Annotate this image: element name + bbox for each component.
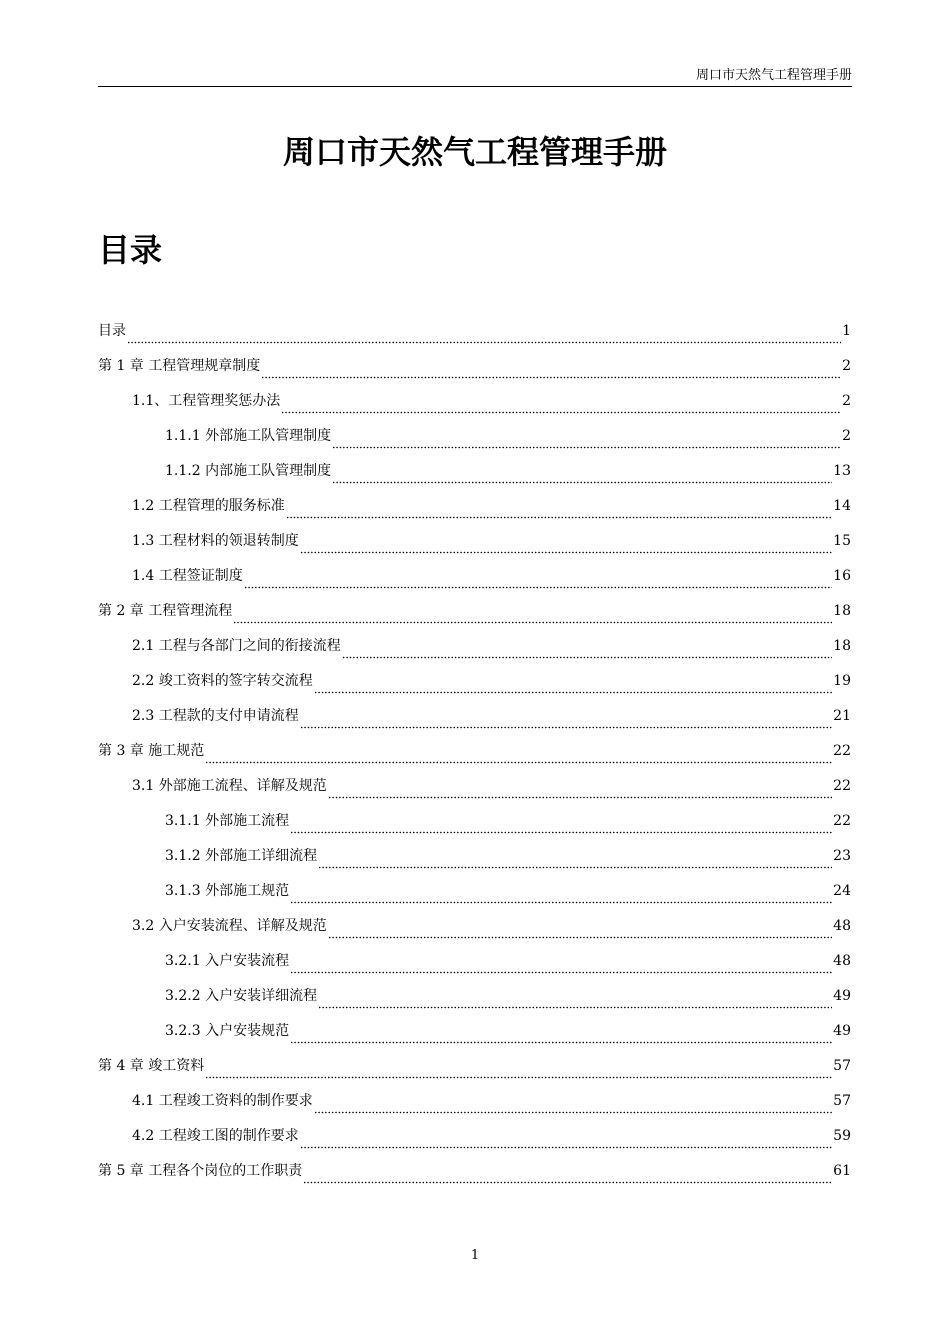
toc-dot-leader (290, 1024, 832, 1044)
toc-entry-page-number: 22 (833, 813, 851, 829)
toc-entry-page-number: 2 (842, 393, 851, 409)
toc-entry-page-number: 57 (833, 1058, 851, 1074)
toc-entry[interactable] (98, 353, 851, 388)
toc-dot-leader (281, 394, 841, 414)
toc-dot-leader (303, 1164, 832, 1184)
toc-entry-title: 3.2.2 入户安装详细流程 (165, 988, 318, 1004)
toc-entry-title: 1.1.2 内部施工队管理制度 (165, 463, 332, 479)
toc-dot-leader (286, 499, 832, 519)
toc-entry-title: 3.1.2 外部施工详细流程 (165, 848, 318, 864)
toc-entry[interactable] (98, 528, 851, 563)
toc-entry-title: 3.1.3 外部施工规范 (165, 883, 290, 899)
toc-entry-title: 第 2 章 工程管理流程 (98, 603, 233, 619)
toc-entry-title: 2.1 工程与各部门之间的衔接流程 (132, 638, 341, 654)
toc-entry[interactable] (98, 703, 851, 738)
toc-entry[interactable] (98, 808, 851, 843)
toc-dot-leader (300, 709, 832, 729)
toc-entry[interactable] (98, 598, 851, 633)
toc-entry[interactable] (98, 1158, 851, 1193)
toc-dot-leader (233, 604, 832, 624)
toc-entry-page-number: 13 (833, 463, 851, 479)
toc-entry-page-number: 49 (833, 988, 851, 1004)
toc-dot-leader (290, 954, 832, 974)
toc-entry-title: 3.2 入户安装流程、详解及规范 (132, 918, 327, 934)
toc-entry[interactable] (98, 913, 851, 948)
toc-dot-leader (300, 534, 832, 554)
toc-entry-title: 1.4 工程签证制度 (132, 568, 243, 584)
toc-entry-title: 4.2 工程竣工图的制作要求 (132, 1128, 299, 1144)
toc-entry-title: 第 4 章 竣工资料 (98, 1058, 205, 1074)
toc-entry-page-number: 24 (833, 883, 851, 899)
toc-entry[interactable] (98, 1123, 851, 1158)
toc-entry-title: 4.1 工程竣工资料的制作要求 (132, 1093, 313, 1109)
toc-entry[interactable] (98, 423, 851, 458)
toc-entry[interactable] (98, 633, 851, 668)
document-title: 周口市天然气工程管理手册 (282, 133, 667, 171)
toc-entry[interactable] (98, 843, 851, 878)
toc-entry[interactable] (98, 948, 851, 983)
toc-entry[interactable] (98, 318, 851, 353)
toc-entry-page-number: 18 (833, 638, 851, 654)
toc-entry[interactable] (98, 563, 851, 598)
toc-entry[interactable] (98, 458, 851, 493)
toc-entry-page-number: 22 (833, 743, 851, 759)
toc-entry-title: 1.2 工程管理的服务标准 (132, 498, 285, 514)
toc-entry[interactable] (98, 983, 851, 1018)
toc-dot-leader (342, 639, 832, 659)
toc-dot-leader (244, 569, 832, 589)
toc-entry-title: 2.2 竣工资料的签字转交流程 (132, 673, 313, 689)
toc-dot-leader (332, 464, 832, 484)
toc-dot-leader (205, 744, 832, 764)
toc-entry-title: 目录 (98, 323, 126, 339)
toc-entry-page-number: 14 (833, 498, 851, 514)
table-of-contents (98, 318, 851, 1193)
toc-dot-leader (290, 814, 832, 834)
toc-entry-title: 1.3 工程材料的领退转制度 (132, 533, 299, 549)
toc-entry-page-number: 48 (833, 918, 851, 934)
toc-dot-leader (328, 919, 832, 939)
toc-entry[interactable] (98, 738, 851, 773)
toc-dot-leader (205, 1059, 832, 1079)
toc-dot-leader (318, 989, 832, 1009)
toc-entry-page-number: 2 (842, 358, 851, 374)
toc-entry-title: 第 1 章 工程管理规章制度 (98, 358, 261, 374)
toc-entry-page-number: 49 (833, 1023, 851, 1039)
toc-entry[interactable] (98, 1053, 851, 1088)
toc-entry-title: 3.1 外部施工流程、详解及规范 (132, 778, 327, 794)
toc-entry-page-number: 59 (833, 1128, 851, 1144)
toc-dot-leader (127, 324, 841, 344)
toc-entry-page-number: 19 (833, 673, 851, 689)
toc-entry-title: 第 3 章 施工规范 (98, 743, 205, 759)
toc-dot-leader (290, 884, 832, 904)
toc-entry-page-number: 15 (833, 533, 851, 549)
toc-dot-leader (328, 779, 832, 799)
toc-entry[interactable] (98, 493, 851, 528)
toc-entry-page-number: 16 (833, 568, 851, 584)
toc-entry[interactable] (98, 1088, 851, 1123)
toc-entry[interactable] (98, 388, 851, 423)
toc-entry-title: 1.1.1 外部施工队管理制度 (165, 428, 332, 444)
toc-entry-title: 3.1.1 外部施工流程 (165, 813, 290, 829)
toc-entry-page-number: 22 (833, 778, 851, 794)
header-text: 周口市天然气工程管理手册 (695, 68, 852, 83)
toc-entry[interactable] (98, 773, 851, 808)
toc-dot-leader (318, 849, 832, 869)
toc-entry-page-number: 48 (833, 953, 851, 969)
toc-dot-leader (261, 359, 841, 379)
page-number: 1 (470, 1248, 480, 1263)
toc-entry-title: 3.2.1 入户安装流程 (165, 953, 290, 969)
toc-entry-page-number: 57 (833, 1093, 851, 1109)
toc-entry[interactable] (98, 1018, 851, 1053)
toc-dot-leader (300, 1129, 832, 1149)
toc-entry-page-number: 1 (842, 323, 851, 339)
page-header (98, 60, 852, 87)
toc-entry-page-number: 23 (833, 848, 851, 864)
toc-dot-leader (314, 674, 832, 694)
toc-entry[interactable] (98, 878, 851, 913)
toc-entry[interactable] (98, 668, 851, 703)
toc-entry-page-number: 21 (833, 708, 851, 724)
toc-dot-leader (314, 1094, 832, 1114)
toc-entry-title: 2.3 工程款的支付申请流程 (132, 708, 299, 724)
toc-dot-leader (332, 429, 841, 449)
toc-entry-title: 1.1、工程管理奖惩办法 (132, 393, 281, 409)
toc-entry-page-number: 61 (833, 1163, 851, 1179)
toc-entry-page-number: 18 (833, 603, 851, 619)
toc-entry-page-number: 2 (842, 428, 851, 444)
toc-heading: 目录 (98, 231, 163, 269)
toc-entry-title: 3.2.3 入户安装规范 (165, 1023, 290, 1039)
toc-entry-title: 第 5 章 工程各个岗位的工作职责 (98, 1163, 303, 1179)
